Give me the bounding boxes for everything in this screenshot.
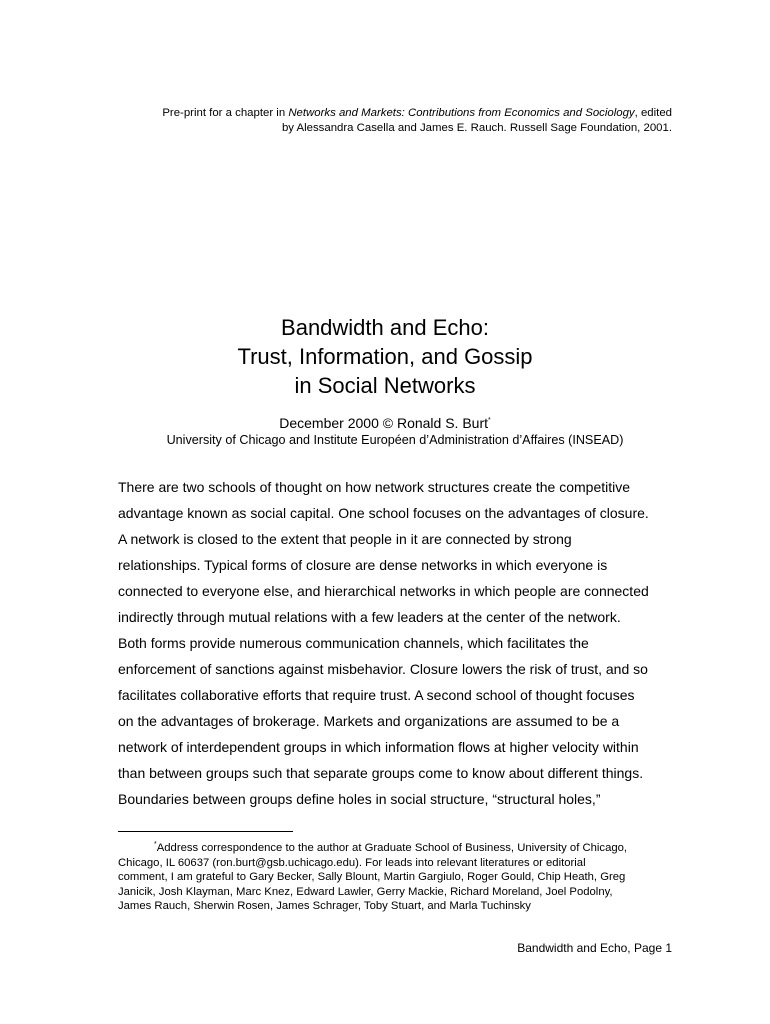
footnote-line-text: Address correspondence to the author at Graduate School of Business, University of Chicago,	[156, 842, 628, 854]
preprint-line-1	[100, 106, 672, 121]
preprint-notice	[100, 106, 672, 136]
body-line: Both forms provide numerous communication channels, which facilitates the	[118, 635, 589, 651]
title-line: Bandwidth and Echo:	[281, 315, 489, 340]
affiliation: University of Chicago and Institute Européen d’Administration d’Affaires (INSEAD)	[166, 433, 624, 447]
body-line: facilitates collaborative efforts that require trust. A second school of thought focuses	[118, 687, 635, 703]
author-footnote-mark: *	[488, 417, 491, 424]
footnote-line	[118, 841, 678, 856]
body-line: on the advantages of brokerage. Markets and organizations are assumed to be a	[118, 713, 620, 729]
preprint-suffix: , edited	[634, 107, 672, 119]
body-line: advantage known as social capital. One school focuses on the advantages of closure.	[118, 505, 649, 521]
title-line: Trust, Information, and Gossip	[237, 344, 533, 369]
footnote-line: James Rauch, Sherwin Rosen, James Schrager, Toby Stuart, and Marla Tuchinsky	[118, 900, 531, 913]
footnote-line: Janicik, Josh Klayman, Marc Knez, Edward Lawler, Gerry Mackie, Richard Moreland, Joel Podolny,	[118, 885, 613, 898]
body-line: enforcement of sanctions against misbehavior. Closure lowers the risk of trust, and so	[118, 661, 648, 677]
footnote-line: comment, I am grateful to Gary Becker, Sally Blount, Martin Gargiulo, Roger Gould, Chip Heath, Greg	[118, 871, 626, 884]
footnote-mark: *	[154, 841, 157, 848]
body-line: Boundaries between groups define holes in social structure, “structural holes,”	[118, 791, 601, 807]
body-line: than between groups such that separate groups come to know about different things.	[118, 765, 644, 781]
paper-title	[0, 313, 770, 400]
book-title: Networks and Markets: Contributions from Economics and Sociology	[288, 107, 635, 119]
page-number-footer: Bandwidth and Echo, Page 1	[517, 941, 672, 955]
footnote	[118, 841, 678, 914]
body-line: network of interdependent groups in which information flows at higher velocity within	[118, 739, 639, 755]
preprint-line-2: by Alessandra Casella and James E. Rauch. Russell Sage Foundation, 2001.	[281, 122, 672, 134]
body-paragraph	[118, 474, 678, 812]
body-line: indirectly through mutual relations with a few leaders at the center of the network.	[118, 609, 621, 625]
body-line: A network is closed to the extent that people in it are connected by strong	[118, 531, 572, 547]
preprint-prefix: Pre-print for a chapter in	[162, 107, 289, 119]
byline-text: December 2000 © Ronald S. Burt	[279, 415, 489, 431]
byline	[0, 414, 770, 432]
body-line: connected to everyone else, and hierarchical networks in which people are connected	[118, 583, 649, 599]
body-line: relationships. Typical forms of closure are dense networks in which everyone is	[118, 557, 608, 573]
footnote-line: Chicago, IL 60637 (ron.burt@gsb.uchicago.edu). For leads into relevant literatures or editorial	[118, 856, 586, 869]
body-line: There are two schools of thought on how network structures create the competitive	[118, 479, 631, 495]
title-line: in Social Networks	[294, 373, 476, 398]
footnote-divider	[118, 831, 293, 832]
